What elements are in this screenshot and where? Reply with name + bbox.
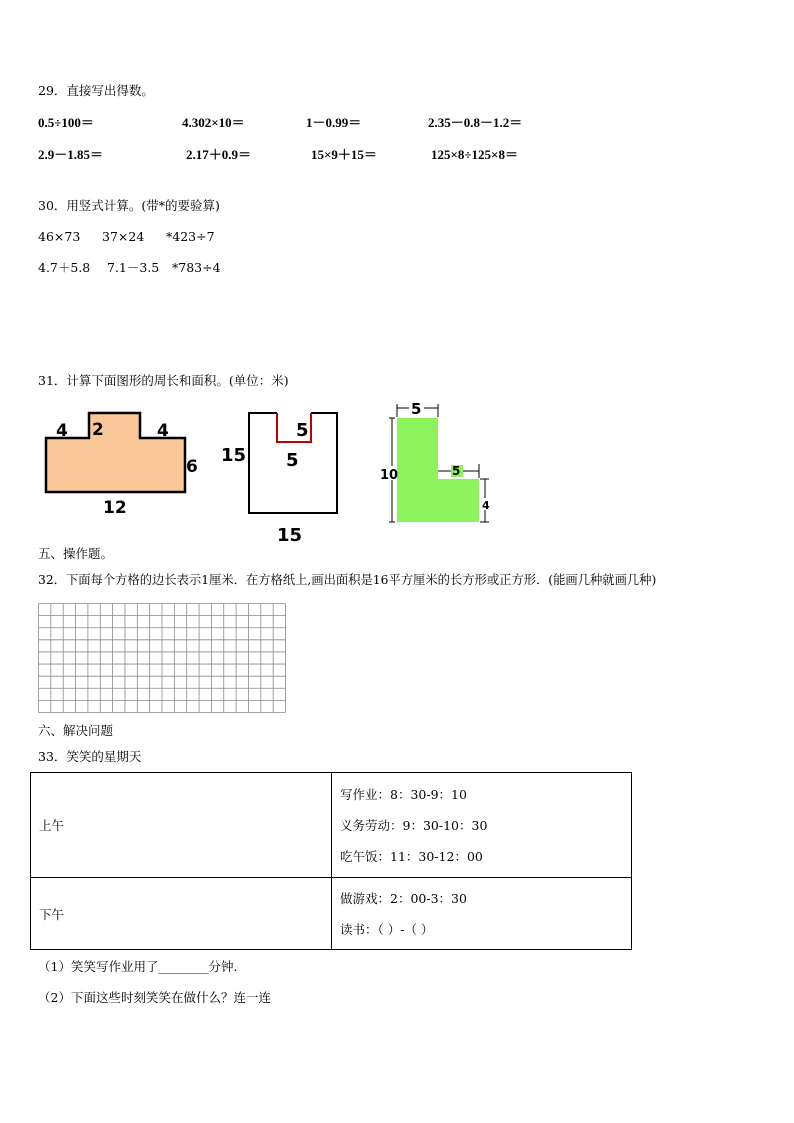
q29-expr-6: 2.17＋0.9＝ (186, 147, 252, 162)
activity-volunteer: 义务劳动：9：30-10：30 (340, 817, 488, 833)
label-left-10: 10 (380, 468, 399, 483)
figure-t-shape (30, 405, 205, 520)
label-left-4: 4 (56, 421, 68, 441)
q30-expr-6: *783÷4 (172, 260, 221, 275)
figure-notched-square (215, 400, 350, 548)
question-31-title: 31．计算下面图形的周长和面积。(单位：米) (38, 373, 289, 388)
q30-expr-4: 4.7＋5.8 (38, 260, 91, 275)
schedule-table (30, 772, 632, 950)
grid-paper[interactable] (38, 603, 287, 714)
label-bottom-15: 15 (277, 525, 303, 546)
afternoon-label: 下午 (31, 878, 332, 950)
q29-expr-2: 4.302×10＝ (182, 115, 245, 130)
activity-reading: 读书：（ ）-（ ） (340, 921, 434, 937)
q30-expr-5: 7.1－3.5 (107, 260, 160, 275)
question-33-title: 33．笑笑的星期天 (38, 749, 142, 764)
q29-expr-8: 125×8÷125×8＝ (431, 147, 518, 162)
label-step-5: 5 (452, 464, 461, 478)
q33-sub-question-1: （1）笑笑写作业用了________分钟. (38, 959, 238, 974)
q29-expr-4: 2.35－0.8－1.2＝ (428, 115, 523, 130)
question-30-title: 30．用竖式计算。(带*的要验算) (38, 198, 220, 213)
label-left-15: 15 (221, 445, 247, 466)
q33-sub-question-2: （2）下面这些时刻笑笑在做什么？连一连 (38, 990, 271, 1005)
q30-expr-2: 37×24 (102, 229, 145, 244)
q29-expr-3: 1－0.99＝ (306, 115, 362, 130)
section-5-heading: 五、操作题。 (38, 546, 114, 561)
label-top-5: 5 (411, 400, 422, 418)
activity-homework: 写作业：8：30-9：10 (340, 786, 467, 802)
q30-expr-1: 46×73 (38, 229, 81, 244)
figure-l-shape (375, 398, 495, 528)
morning-activities (332, 773, 632, 878)
label-notch-bottom-5: 5 (286, 450, 299, 471)
label-right-6: 6 (186, 457, 198, 477)
section-6-heading: 六、解决问题 (38, 723, 114, 738)
label-top-4: 4 (157, 421, 169, 441)
q29-expr-1: 0.5÷100＝ (38, 115, 94, 130)
activity-game: 做游戏：2：00-3：30 (340, 890, 467, 906)
question-32-title: 32．下面每个方格的边长表示1厘米．在方格纸上,画出面积是16平方厘米的长方形或正方形．(能画几种就画几种) (38, 573, 657, 587)
q30-expr-3: *423÷7 (166, 229, 215, 244)
label-right-4: 4 (482, 499, 490, 512)
afternoon-activities (332, 878, 632, 950)
label-notch-top-5: 5 (296, 420, 309, 441)
activity-lunch: 吃午饭：11：30-12：00 (340, 848, 483, 864)
label-bottom-12: 12 (103, 498, 127, 518)
question-29-title: 29．直接写出得数。 (38, 83, 154, 98)
l-shape-polygon (397, 418, 479, 522)
label-top-2: 2 (92, 420, 104, 440)
morning-label: 上午 (31, 773, 332, 878)
q29-expr-5: 2.9－1.85＝ (38, 147, 104, 162)
q29-expr-7: 15×9＋15＝ (311, 147, 377, 162)
